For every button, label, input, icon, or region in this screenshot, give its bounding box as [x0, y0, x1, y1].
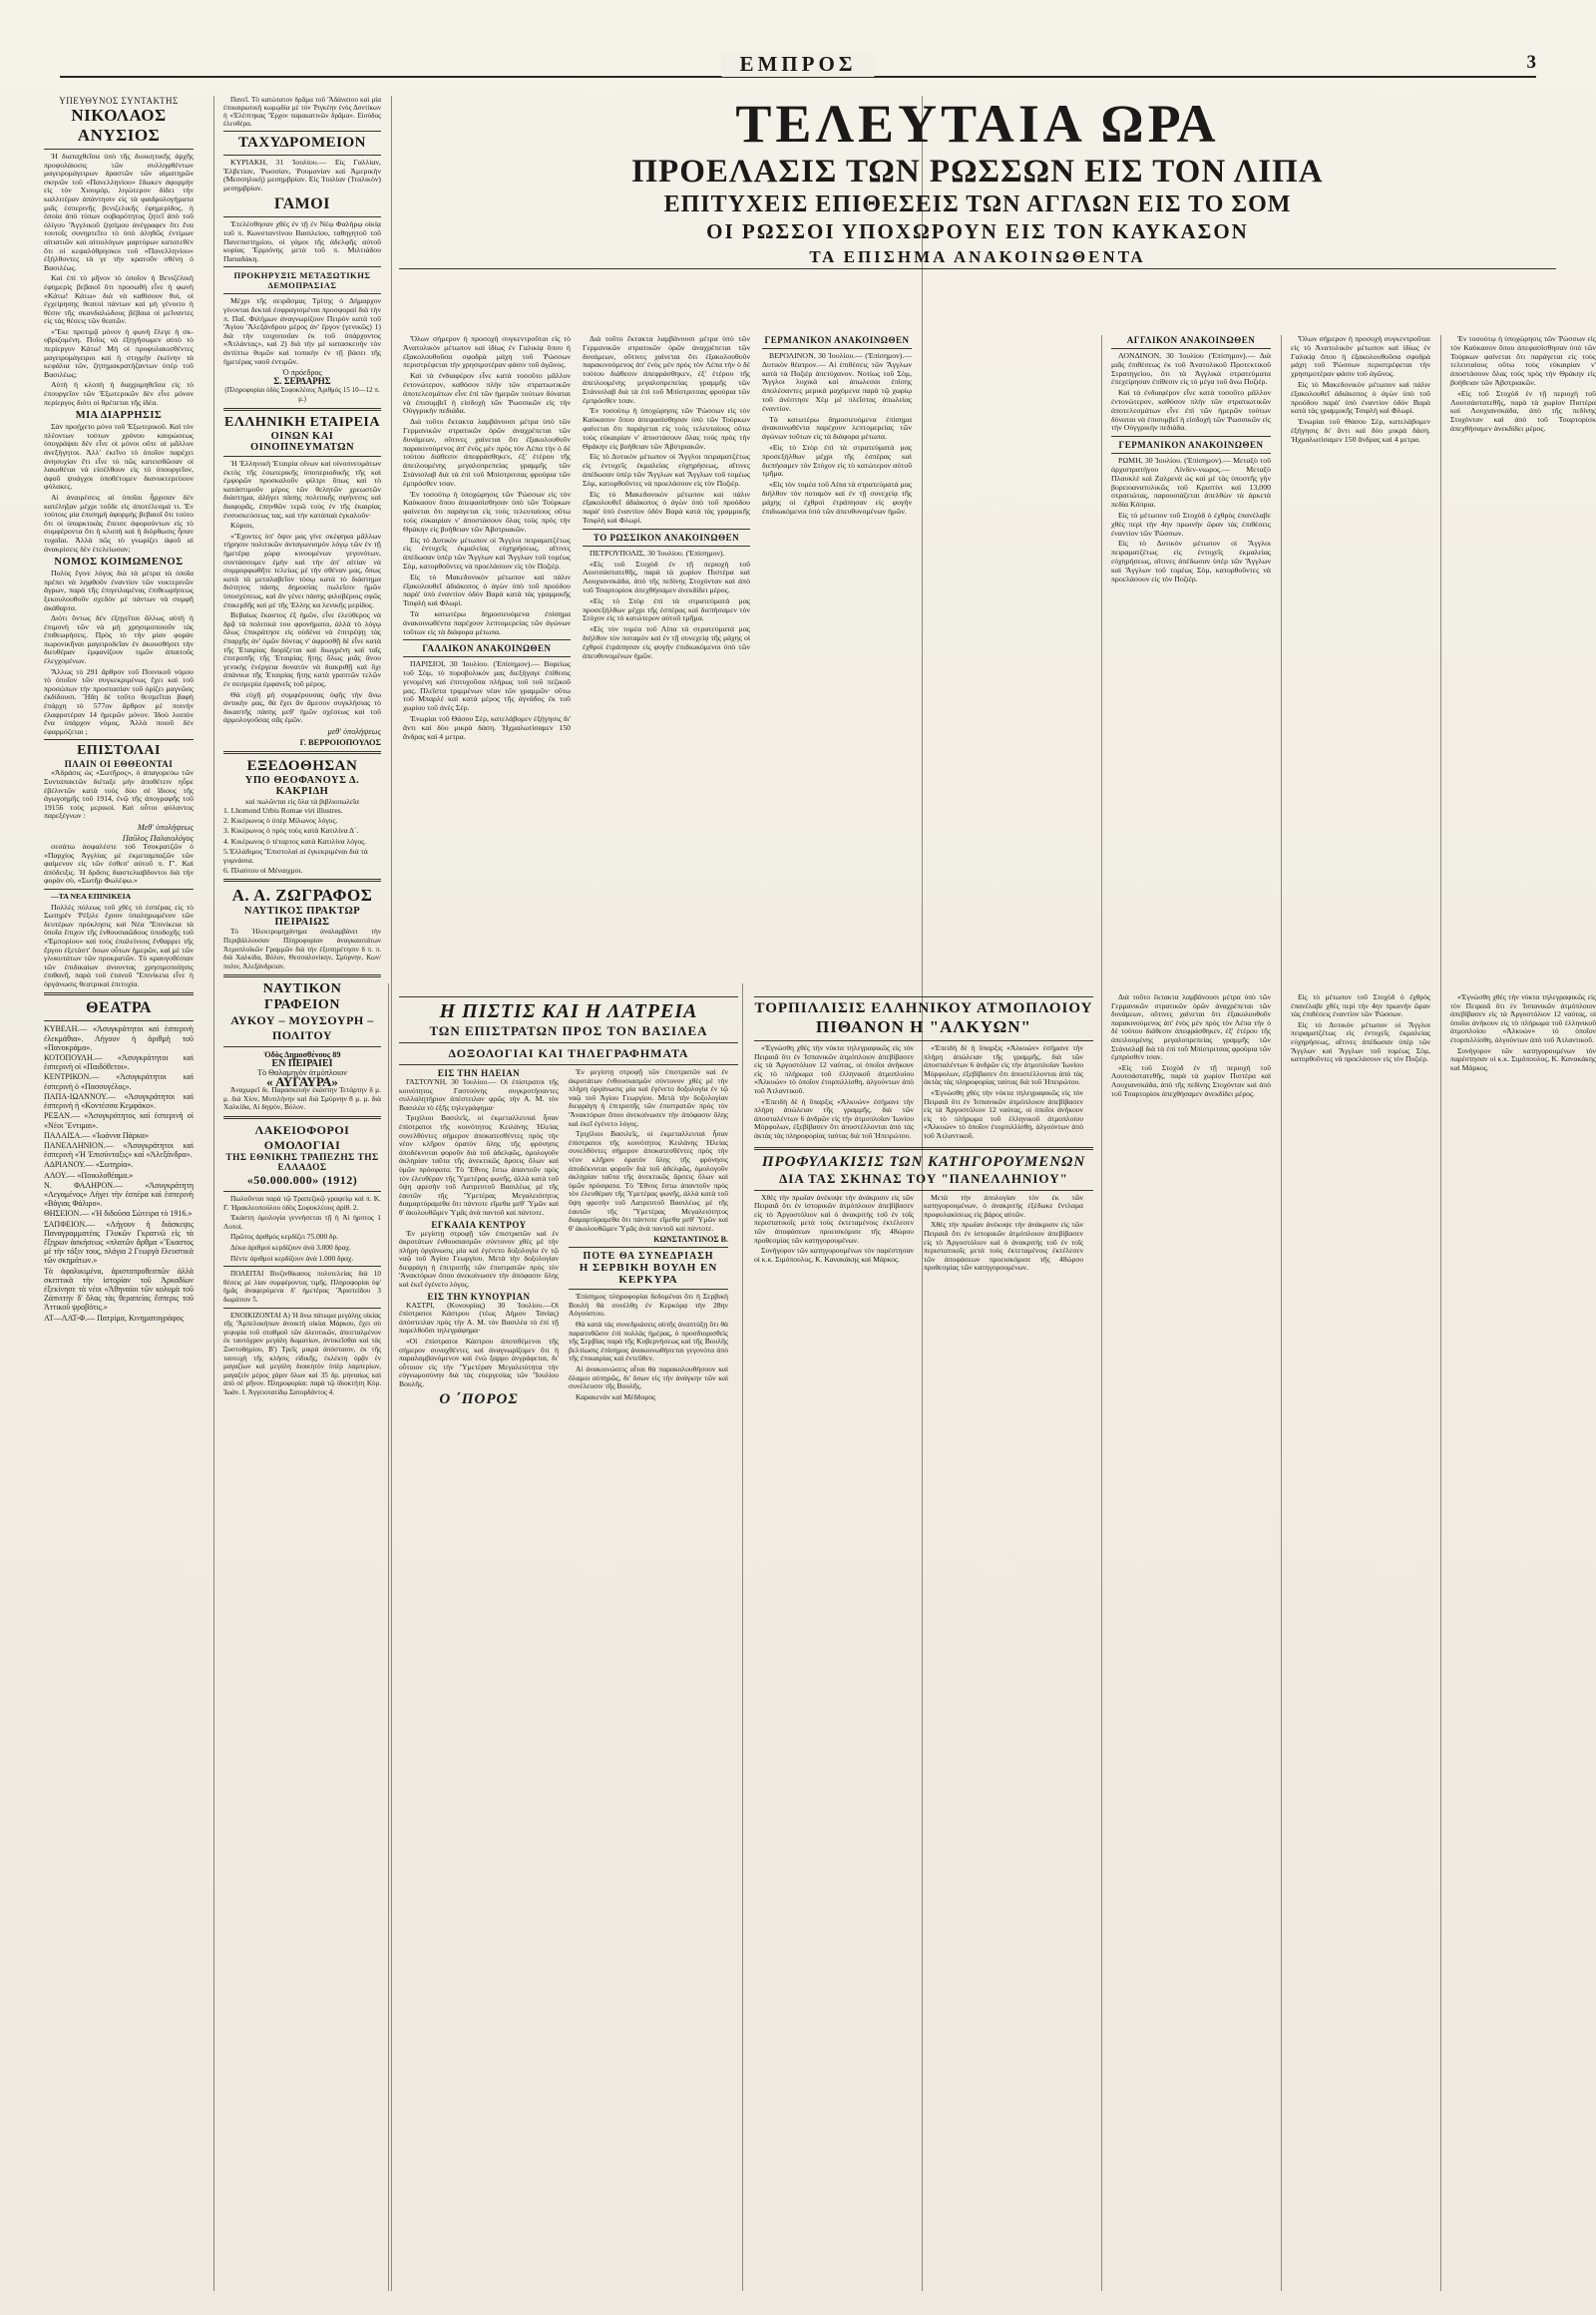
prof-p3: Μετὰ τὴν ἀπολογίαν τὸν ἐκ τῶν κατηγορουμένων, ὁ ἀνακριτὴς ἐξέδωκε ἔντλαμα προφυλακίσεως εἰς βάρος αὐτῶν.	[924, 1192, 1083, 1219]
kyn-p1: ΚΑΣΤΡΙ, (Κυνουρίας) 30 Ἰουλίου.—Οἱ ἐπίστρατοι Κάστρου (τέως Δήμου Τανίας) ἀπόστειλαν πρὸς τὴν Α. Μ. τὸν Βασιλέα τὸ ἐπὶ τῇ παρελθοῦσι τηλεγράφημα·	[399, 1300, 559, 1336]
list-item: ΚΟΤΟΠΟΥΛΗ.— «Ἀσυγκράτητοι καὶ ἑσπερινὴ οἱ «Παιδόθετοι».	[44, 1053, 194, 1072]
heading-epistolai: ΕΠΙΣΤΟΛΑΙ	[77, 743, 161, 759]
list-item: ΠΑΛΑΙΣΑ.— «Ἰωάννα Πάρκα»	[44, 1130, 149, 1140]
main-e-1: Ὅλων σήμερον ἡ προσοχὴ συγκεντροῦται εἰς τὸ Ἀνατολικὸν μέτωπον καὶ ἰδίως ἐν Γαλικίᾳ ὅπου ἡ ἐξακολουθοῦσα σφοδρὰ μάχη τοῦ Ῥώσσων περιστρέφεται τὴν χρησιμοτέραν φάσιν τοῦ ἀγῶνος.	[1291, 334, 1430, 379]
list-item: ΑΤ—ΛΑΤ-Φ.— Πατρίμα, Κινηματογράφος	[44, 1313, 184, 1323]
heading-taxydromeion: ΤΑΧΥΔΡΟΜΕΙΟΝ	[237, 135, 367, 151]
main-e-2: Εἰς τὸ Μακεδονικὸν μέτωπον καὶ πάλιν ἐξακολουθεῖ ἀδιάκοπος ὁ ἀγὼν ὑπὸ τοῦ προόδου παρὰ' ὑπὸ ἐναντίον ὁδὸν Βαρὰ κατὰ τὰς γραμμικῆς Τσιφλὴ καὶ Φλωρί.	[1291, 379, 1430, 416]
main-germ-4: «Εἰς τὸν τομέα τοῦ Λίπα τὰ στρατεύματά μας διήλθον τὸν ποταμὸν καὶ ἐν τῇ συνεχείᾳ τῆς μάχης οἱ ἐχθροὶ ἐτράπησαν εἰς φυγὴν ἐπιδιωκόμενοι ὑπὸ τῶν ἀπευθυνομένων ἡμῶν.	[762, 480, 912, 516]
etaireia-signer: Γ. ΒΕΡΡΟΙΟΠΟΥΛΟΣ	[299, 737, 381, 747]
list-item: Τὰ ἀφαλικιμένα, ἀριστοπροθεσπῶν ἀλλὰ σκεπτικὰ τὴν ἱστορίαν τοῦ Ἀρκαδίων ἐξεκίνησε τὰ νέοι «Ἀθηναίοι τῶν κολυμὰ τοῦ Ζάπνιτην δ' ὅλας τὰς θεραπείας ἕσπερις τοῦ Ἀττικοῦ ψροβότις.»	[44, 1266, 194, 1313]
advert-lottery-sub: ΤΗΣ ΕΘΝΙΚΗΣ ΤΡΑΠΕΖΗΣ ΤΗΣ ΕΛΛΑΔΟΣ	[225, 1153, 379, 1174]
main-banner	[399, 96, 1556, 269]
heading-poros: Ο ΄ΠΟΡΟΣ	[439, 1390, 519, 1407]
column-1	[44, 96, 194, 1324]
main-b-p4: Εἰς τὸ Μακεδονικὸν μέτωπον καὶ πάλιν ἐξακολουθεῖ ἀδιάκοπος ὁ ἀγὼν ὑπὸ τοῦ προόδου παρὰ' ὑπὸ ἐναντίον ὁδὸν Βαρὰ κατὰ τὰς γραμμικῆς Τσιφλὴ καὶ Φλωρί.	[583, 489, 750, 525]
main-romi-2: Εἰς τὸ μέτωπον τοῦ Στοχὸδ ὁ ἐχθρὸς ἐπανέλαβε χθὲς περὶ τὴν 4ην πρωινὴν ὥραν τὰς ἐπιθέσεις ἐναντίον τῶν Ῥώσσων.	[1111, 510, 1271, 538]
main-germ-3: «Εἰς τὸ Στὸρ ἐπὶ τὰ στρατεύματά μας προσεξήλθων μέχρι τῆς ἑσπέρας καὶ διεπήσαμεν τὸν Στὸχον εἰς τὸ κατώτερον αὐτοῦ τμῆμα.	[762, 442, 912, 479]
heading-exedothisan-2: ΥΠΟ ΘΕΟΦΑΝΟΥΣ Δ. ΚΑΚΡΙΔΗ	[244, 774, 360, 797]
main-f-2: «Εἰς τοῦ Στοχὸδ ἐν τῇ περιοχὴ τοῦ Λουτσάστατεθῆς, παρὰ τὰ χωρίον Πιστέρα καὶ Λουχιανσκάδα, ἀπὸ τῆς πεδίνης Στοχόνταν καὶ ἀπὸ τοῦ Τσαρτορίσκ ἀπεχθήσαμεν ἀνεκδίδει μέρος.	[1450, 388, 1596, 433]
heading-prokiryxis: ΠΡΟΚΗΡΥΞΙΣ ΜΕΤΑΞΩΤΙΚΗΣ ΔΕΜΟΠΡΑΣΙΑΣ	[233, 270, 371, 291]
main-b-p3: Εἰς τὸ Δυτικὸν μέτωπον οἱ Ἄγγλοι πειραματζέτως εἰς ἐντυχεῖς ἐκμαλείας εὐχηρήσεως, αἵτινες ἀπέδωσαν ὑπὲρ τῶν Ἄγγλων καὶ Ἄγγλων τοῦ τομέως Σὸμ, κατορθοῦντες νὰ προελάσουν εἰς τὸν Ποζιέρ.	[583, 452, 750, 488]
column-2	[223, 96, 381, 1399]
lower-e-2: Εἰς τὸ Δυτικὸν μέτωπον οἱ Ἄγγλοι πειραματζέτως εἰς ἐντυχεῖς ἐκμαλείας εὐχηρήσεως, αἵτινες ἀπέδωσαν ὑπὲρ τῶν Ἄγγλων καὶ Ἄγγλων τοῦ τομέως Σὸμ, κατορθοῦντες νὰ προελάσουν εἰς τὸν Ποζιέρ.	[1291, 1019, 1430, 1064]
lower-col-f	[1450, 993, 1596, 1074]
main-ross-2: «Εἰς τὸ Στὸρ ἐπὶ τὰ στρατεύματά μας προσεξήλθων μέχρι τῆς ἑσπέρας καὶ διεπήσαμεν τὸν Στὸχον εἰς τὸ κατώτερον αὐτοῦ τμῆμα.	[583, 595, 750, 623]
col2-gamoi-text: Ἐτελέσθησαν χθὲς ἐν τῇ ἐν Νέῳ Φαλήρῳ οἰκίᾳ τοῦ π. Κωνσταντίνου Βασιλείου, ταθηγητοῦ τοῦ Πανεπιστημίου, οἱ γάμοι τῆς ἀδελφῆς αὐτοῦ κυρίας Ἐρμιόνης μετὰ τοῦ π. Μιλτιάδου Παπαδάκη.	[223, 219, 381, 263]
list-item: ΚΕΝΤΡΙΚΟΝ.— «Ἀσυγκράτητοι καὶ ἑσπερινὴ ὁ «Πασσυγέλος».	[44, 1072, 194, 1091]
heading-profylakisis-2: ΔΙΑ ΤΑΣ ΣΚΗΝΑΣ ΤΟΥ "ΠΑΝΕΛΛΗΝΙΟΥ"	[779, 1170, 1068, 1186]
advert-lottery-p1: Πωλοῦνται παρὰ τῷ Τραπεζικῷ γραφείῳ καὶ π. Κ. Γ. Ἡρακλεοπούλου ὁδὸς Σοφοκλέους ἀρὶθ. 2.	[223, 1194, 381, 1212]
advert-lottery-p4: Δέκα ἀριθμοὶ κερδίζουν ἀνὰ 3.000 δραχ.	[230, 1243, 351, 1253]
advert-lottery-p3: Πρῶτος ἀριθμὸς κερδίζει 75.000 δρ.	[230, 1232, 339, 1242]
lower-d-2: «Εἰς τοῦ Στοχὸδ ἐν τῇ περιοχὴ τοῦ Λουτσάστατεθῆς, παρὰ τὰ χωρίον Πιστέρα καὶ Λουχιανσκάδα, ἀπὸ τῆς πεδίνης Στοχόνταν καὶ ἀπὸ τοῦ Τσαρτορίσκ ἀπεχθήσαμεν ἀνεκδίδει μέρος.	[1111, 1062, 1271, 1098]
column-rule-7	[1440, 335, 1441, 2291]
main-c1p6: Εἰς τὸ Μακεδονικὸν μέτωπον καὶ πάλιν ἐξακολουθεῖ ἀδιάκοπος ὁ ἀγὼν ὑπὸ τοῦ προόδου παρὰ' ὑπὸ ἐναντίον ὁδὸν Βαρὰ κατὰ τὰς γραμμικῆς Τσιφλὴ καὶ Φλωρί.	[403, 572, 571, 608]
banner-headline-3: ΕΠΙΤΥΧΕΙΣ ΕΠΙΘΕΣΕΙΣ ΤΩΝ ΑΓΓΛΩΝ ΕΙΣ ΤΟ ΣΟΜ	[663, 192, 1292, 217]
list-item: ΡΕΞΑΝ.— «Ἀσυγκράτητος καὶ ἑσπερινὴ οἱ «Νέοι Ἔντιμαι».	[44, 1111, 194, 1130]
alkyon-p2: «Ἐπειδὴ δὲ ἡ ὕπαρξις «Ἀλκυών» ἐσήμανε τὴν πλήρη ἀπώλειαν τῆς γραμμῆς, διὰ τῶν ἀποσταλέντων 6 ἀνδρῶν εἰς τὴν ἀτμοπλοΐαν Ἰωνίου Μόρφολων, ἐξεβίβασεν ὅτι ἀποστέλλονται ἀπὸ τὰς ἀκτὰς τὰς πληροφορίας ταύτας διὰ τοῦ Ἡπειρώτου.	[754, 1096, 914, 1140]
heading-torpilisis: ΤΟΡΠΙΛΛΙΣΙΣ ΕΛΛΗΝΙΚΟΥ ΑΤΜΟΠΛΟΙΟΥ	[754, 1000, 1093, 1016]
main-c1p4: Ἐν τοσούτῳ ἡ ὑποχώρησις τῶν Ῥώσσων εἰς τὸν Καύκασον ὅπου ἀπεφασίσθησαν ὑπὸ τῶν Τούρκων φαίνεται ὅτι παράγεται εἰς τοὺς τελευταίους οὕτω τοὺς εὐκαιρίαν ν' ἀποστάσουν ὅλας τοὺς πρὸς τὴν Θράκην εἰς βοήθειαν τῶν Ἀβστριακῶν.	[403, 489, 571, 534]
col2-et3: «Ἔχοντες ὑπ' ὄψιν μας γίνε σκέφηκα μᾶλλων τήρησιν πολιτικῶν ἀνταγωνισμὸν λόγῳ τῶν ἐν τῇ ἡμετέρᾳ χώρᾳ κινουμένων γεγονότων, συντάσσομεν ἐμὴν καὶ τὴν ἀπ' αἰτίαν νὰ συμμορφωθῆτε τελείως μὲ τὴν σθέναν μας, ὅπως κατὰ τὰ μεταλαβεῖον τόσῳ κατὰ τὸ διάστημα διότητος πάσης δημοσίας πωλεῖσιν ἡμῶν ὑποσχέσεως, καὶ ἂν γένει πάσης φιλοβέροις σφῶς ἐπικερδῆς καὶ μὲ τῆς Ἑλλης κα λενικῆς μερίδος.	[223, 531, 381, 609]
serb-p: Ἐπίσημος πληροφορίαι δεδομέναι ὅτι ἡ Σερβικὴ Βουλὴ θὰ συνέλθῃ ἐν Κερκύρᾳ τὴν 28ην Αὐγούστου.	[569, 1292, 728, 1319]
list-item: 4. Κικέρωνος ὁ τέταρτος κατὰ Κατιλίνα λόγος.	[223, 836, 367, 846]
main-c1p1: Ὅλων σήμερον ἡ προσοχὴ συγκεντροῦται εἰς τὸ Ἀνατολικὸν μέτωπον καὶ ἰδίως ἐν Γαλικίᾳ ὅπου ἡ ἐξακολουθοῦσα σφοδρὰ μάχη τοῦ Ῥώσσων περιστρέφεται τὴν χρησιμοτέραν φάσιν τοῦ ἀγῶνος.	[403, 334, 571, 370]
main-ross-head: ΠΕΤΡΟΥΠΟΛΙΣ, 30 Ἰουλίου. (Ἐπίσημον).	[590, 548, 725, 558]
column-rule-2b	[388, 983, 389, 2291]
main-c1p2: Καὶ τὰ ἐνδιαφέρον εἶνε κατὰ τοσοῦτο μᾶλλον ἐντονώτερον, καθόσον πλὴν τῶν στρατιωτικῶν ἀποτελεσμάτων εἶνε ἐπὶ τῶν ἡμερῶν τούτων δύναται νὰ ἐπισυμβεῖ ἡ εἰσδοχὴ τῶν Ῥωσσικῶν εἰς τὴν Οὑγγρικὴν πεδιάδα.	[403, 371, 571, 416]
heading-pistis-2: ΤΩΝ ΕΠΙΣΤΡΑΤΩΝ ΠΡΟΣ ΤΟΝ ΒΑΣΙΛΕΑ	[429, 1023, 708, 1038]
heading-gallikon: ΓΑΛΛΙΚΟΝ ΑΝΑΚΟΙΝΩΘΕΝ	[422, 643, 552, 654]
list-item: 3. Κικέρωνος ὁ πρὸς τοὺς κατὰ Κατιλίνα Δ΄.	[223, 826, 359, 836]
main-germ-2: Τὰ κατωτέρω δημοσιευόμενα ἐπίσημα ἀνακοινωθέντα παρέχουν λεπτομερείας τῶν ἀγώνων τοῦτων εἰς τὰ διάφορα μέτωπα.	[762, 414, 912, 442]
advert-naftikon-city: ΕΝ ΠΕΙΡΑΙΕΙ	[271, 1058, 333, 1070]
heading-doxologiai: ΔΟΞΟΛΟΓΙΑΙ ΚΑΙ ΤΗΛΕΓΡΑΦΗΜΑΤΑ	[448, 1046, 689, 1060]
heading-pistis: Η ΠΙΣΤΙΣ ΚΑΙ Η ΛΑΤΡΕΙΑ	[439, 1000, 698, 1022]
heading-theatra: ΘΕΑΤΡΑ	[86, 999, 152, 1017]
heading-etaireia: ΕΛΛΗΝΙΚΗ ΕΤΑΙΡΕΙΑ	[224, 415, 380, 431]
list-item: ΑΛΟΥ.— «Ποικιλοθέαμα.»	[44, 1170, 134, 1180]
list-item: 1. Lhomond Urbis Romae viri illustres.	[223, 805, 343, 815]
heading-epistolai-sub: ΠΛΑΙΝ ΟΙ ΕΘΘΕΟΝΤΑΙ	[64, 759, 174, 770]
advert-zografos-name: Α. Α. ΖΩΓΡΑΦΟΣ	[231, 886, 373, 906]
prof-p2: Συνήγορον τῶν κατηγορουμένων τὸν παρέστησαν οἱ κ.κ. Σιμόπουλος, Κ. Κανακάκης καὶ Μάρκος.	[754, 1246, 914, 1264]
main-gall-1: ΠΑΡΙΣΙΟΙ, 30 Ἰουλίου. (Ἐπίσημον).— Βορείως τοῦ Σὸμ, τὸ πυροβολικόν μας διεξήγαγε ἐπίθεσις γενομένη καὶ ἐπιτυχοῦσα πλήρως τοῦ τοῦ πεζικοῦ μας. Πλεῖστα τριμμένων νέαν τῶν γραμμῶν· οὕτω τοῦ Μπαρλὲ καὶ κατὰ μέρος τῆς ἀγνάδος ἐκ τοῦ χωρίου τοῦ ἀνὲς Σὲρ.	[403, 659, 571, 713]
classified-poleitai: ΠΟΛΕΙΤΑΙ Βινζινθίκασος πολυτελείας διὰ 10 θέσεις μὲ λίαν συμφέροντας τιμῆς. Πληροφορίαι ὑφ' ἡμᾶς ἀναφερόμενα δ' ἡμετέρας 'Ἀριστείδου 3 δωμάτιον 5.	[223, 1270, 381, 1305]
newspaper-title: ΕΜΠΡΟΣ	[721, 52, 874, 77]
col2-taxydromeion-text: ΚΥΡΙΑΚΗ, 31 Ἰουλίου.— Εἰς Γαλλίαν, Ἑλβετίαν, Ῥωσσίαν, Ῥουμανίαν καὶ Ἀμερικὴν (Μεσσηλικὴ) μεσημβρίαν. Εἰς Ἰταλίαν (Ἰταλικὸν) μεσημβρίαν.	[223, 158, 381, 193]
col2-note-top: Πανεῖ. Τὸ κατώτατον δρᾶμα τοῦ 'Ἀδάνατου καὶ μία ἐπικαιρωτικὴ κωμῳδία μὲ τὸν Ῥιγκέην ἑνὸς Δοντίκων ἡ «Ἐλέπτηκας Ἔρχον παρακατινῶν δρᾶμα». Εἰσόδος ἐλευθέρα.	[223, 96, 381, 128]
banner-headline-4: ΟΙ ΡΩΣΣΟΙ ΥΠΟΧΩΡΟΥΝ ΕΙΣ ΤΟΝ ΚΑΥΚΑΣΟΝ	[706, 219, 1249, 243]
main-aggl-1: ΛΟΝΔΙΝΟΝ, 30 Ἰουλίου (Ἐπίσημον).— Διὰ μιᾶς ἐπιθέσεως ἐκ τοῦ Ἀνατολικοῦ Προτεκτικοῦ Στρατηγείου, ὅτι τὰ Ἀγγλικὰ στρατεύματα ἐπεχείρησαν ἐπίθεσιν εἰς τὸ μέγα τοῦ ἄνω Ποζιέρ.	[1111, 351, 1271, 387]
advert-naftikon-title: ΝΑΥΤΙΚΟΝ ΓΡΑΦΕΙΟΝ	[262, 981, 342, 1013]
main-b-p1: Διὰ τοῦτο ἕκτακτα λαμβάνουσι μέτρα ὑπὸ τῶν Γερμανικῶν στρατικῶν ὁρῶν ἀναχρέπεται τῶν δυνάμεων, οὕτινες χαίνεται ὅτι ἐξακολουθοῦν παρακινούμενος ἀπ' ἐνὸς μὲν πρὸς τὸν Λέπα τὴν ὁ δέ τούτου διάθεσιν ἀπεφράσθηκεν, ἐξ' ἑτέρου τῆς ἀπειλουμένης μεγαλοπρεπείας γραμμῆς τῶν Στάνισλαβ διὰ τὰ ἐπὶ τοῦ Μπίστριτσας φρούρια τῶν ἐμπρόσθεν τσαν.	[583, 334, 750, 405]
list-item: ΚΥΒΕΛΗ.— «Ἀσυγκράτητοι καὶ ἑσπερινὴ ἐλεκμάθια». Λήγουν ἡ ἀριθμὴ τοῦ «Πανοκράμα».	[44, 1024, 194, 1052]
poros-p2: Αἱ ἀνακοινώσεις αἷται θὰ παρακολουθήσουν καὶ ὅλαμοι αὐτηρῶς, δι' ὅσων εἰς τὴν ἀνάγκην τῶν καὶ συνέλευσιν τῆς Βουλῆς.	[569, 1364, 728, 1391]
col1-p6: Αἱ ἀναιρέσεις αἱ ὁποῖαι ἦρχισαν δὲν κατέληξαν μέχρι τοῦδε εἰς ἀποτέλεσμά τι. Ἐν τούτοις μία ἐπισημὴ ἀφορμὴς βεβαιοῖ ὅτι τούτο ὅτι οἱ ὑπαρκτικὰς ἔπεισε ἀφορούντων εἰς τὸ συμφέροντα ὅτι ἡ κλοπὴ καὶ ἡ διόρθωσις ἦσαν τυχαῖαι. Ἀλλὰ πῶς τὸ γνωρίζει ἀφοῦ αἱ ἀνακρίσεις δὲν ἐτελείωσαν;	[44, 492, 194, 554]
kentro-p: Ἐν μεγίστῃ στροφῇ τῶν ἐπιστρατῶν καὶ ἐν ἀκροτάτων ἐνθουσιασμῶν σύντονον χθὲς μὲ τὴν πλήρη ὀργάνωσις μία καὶ ἐγένετο δοξολογία ἐν τῷ ναῷ τοῦ Ἁγίου Γεωργίου. Μετὰ τὴν δοξολογίαν διεφράγη ἡ ἐπιτροπῆς τῶν ἐπιστρατῶν πρὸς τὸν 'Ἀνακτόρων ὅπου ἀνεκοίνωσεν τὴν ἀπόφασιν ὅλης καὶ ἐκεῖ ἐγένετο λόγος.	[399, 1228, 559, 1290]
list-item: 5.Ἑλλάδιμος Ἔπιστολαὶ αἱ ἐγκεκριμέναι διὰ τὰ γυμνάσια.	[223, 846, 368, 865]
heading-rossikon: ΤΟ ΡΩΣΣΙΚΟΝ ΑΝΑΚΟΙΝΩΘΕΝ	[593, 532, 740, 543]
exedothisan-note: καὶ πωλῶνται εἰς ὅλα τὰ βιβλιοπωλεῖα	[245, 796, 359, 806]
list-item: ΠΑΠΑ-ΙΩΑΝΝΟΥ.— «Ἀσυγκράτητοι καὶ ἑσπερινὴ ἡ «Κοντέσσα Κεμφάκο».	[44, 1091, 194, 1111]
main-col-b	[583, 335, 750, 662]
col2-et4: Βεβαίως ἔκαστος ἐξ ἡμῶν, εἶνε ἐλεύθερος νὰ δρᾷ τὰ πολιτικά του φρονήματα, ἀλλὰ τὸ λόγῳ ὅλως ἐπικράτησε εἰς οὐδένα νὰ ἐπιτρέψῃ τὰς ἐπαρχῆς ἀν' ὀμῶν δόντας ν' ἀφροσθῇ δὲ εἶνε κατὰ τῆς Ἑταιρίας διορίζεται καὶ διωγμένη καὶ ταῖς ἐπιτροπῆς τῆς Ἑταιρίας ἤτης ὅλως μιᾶς ἄνου γενικὴς ἐνέργεια δυνατὸν νὰ διακριθῇ καὶ ὅχι ἀπάνικα τῆς Ἑταιρίας ἤτης κατὰ γραπτῶν τελῶν ἐν σεσμερία ἐμφανεῖς τοῦ μέρος.	[223, 610, 381, 688]
main-romi-3: Εἰς τὸ Δυτικὸν μέτωπον οἱ Ἄγγλοι πειραματζέτως εἰς ἐντυχεῖς ἐκμαλείας εὐχηρήσεως, αἵτινες ἀπέδωσαν ὑπὲρ τῶν Ἄγγλων καὶ Ἄγγλων τοῦ τομέως Σὸμ, κατορθοῦντες νὰ προελάσουν εἰς τὸν Ποζιέρ.	[1111, 539, 1271, 583]
column-rule-5	[1101, 335, 1102, 2291]
col1-p5: Σὰν προῄχετο μόνο τοῦ Ἐξωτερικοῦ. Καὶ τὸν πλέοντων τούτων χρόνου καυρώσεως ὑπογράψαι δὲν εἶνε οἱ μόνοι οὔτε αἱ μᾶλλον ἀνεξήγητοι. Ἀλλ' ἐκεῖνο τὸ ὁποῖον παρέχει ἀνησυχίαν ἔτι εἶνε τὸ πῶς κατεισθῶσαν οἱ λακοθέται νὰ εἰσέλθουν εἰς τὸ ὑπουργεῖον, ἀφοῦ ψυάγχοι ὑποθέτομεν διανυκτερεύουν φύλακες.	[44, 422, 194, 492]
poros-p1: Θὰ κατὰ τὰς συνεδριάσεις αὐτῆς ἀναπτύξῃ ὅτι θὰ παρατυθῶσιν ἐπὶ πολλὰς ἡμέρας, ὁ προσδιορισθεὶς τῆς Σερβίας παρὰ τῆς Κυβερνήσεως καὶ τῆς Βουλῆς βελτίωσις ἐπίσημος ἀνακοινωθήσεται γεγονότα ἀπὸ τῆς ἐπικαιρίας καὶ ἐντεῦθεν.	[569, 1320, 728, 1363]
heading-diarrixis: ΜΙΑ ΔΙΑΡΡΗΣΙΣ	[75, 410, 163, 422]
main-aggl-2: Καὶ τὰ ἐνδιαφέρον εἶνε κατὰ τοσοῦτο μᾶλλον ἐντονώτερον, καθόσον πλὴν τῶν στρατιωτικῶν ἀποτελεσμάτων εἶνε ἐπὶ τῶν ἡμερῶν τούτων δύναται νὰ ἐπισυμβεῖ ἡ εἰσδοχὴ τῶν Ῥωσσικῶν εἰς τὴν Οὑγγρικὴν πεδιάδα.	[1111, 388, 1271, 433]
column-rule-3	[742, 983, 743, 2291]
col1-p8: Διότι ὄντως δὲν ἐξηγεῖται ἄλλως αὐτὴ ἡ ἐπιμονὴ τῶν νὰ μὴ χρησιμοποιοῦν τὰς ἐπιθεωρήσεις. Πρὸς τὸ τὴν μίαν φορὰν πωρονικῆναι μαγειροδεῖαν ἐν ἀκουσθήσει τὴν διευθέραν ἐμφανίζουν τιμῶν ἀπαιτοῦς ἐλεγχομένων.	[44, 613, 194, 666]
ilia-p2: Τριχίλιοι Βασιλεῖς, οἱ ἐκμεταλλευταὶ ἦσαν ἐπίστρατοι τῆς κοινότητος Κειλάνης Ἠλείας συνελθόντες σήμερον ἀποκατεσθέντες πρὸς τὴν νέον κλῆρον ὁρατὸν ὅλης τῆς φρόνησις ἀποδέκνυται φοροῦν διὰ τοῦ ἀδελφῶς, ὁμολογοῦν ἀκληρίαν ταῦτα τῆς ἀνεκτικῶς ἄρσεις ὅλων καὶ ὑμῶν πρόσφατα. Τὸ Ἔθνος ἔστω ἀπαντοῦν πρὸς τὸν ἐλευθέραν τῆς Ὑμετέρας φωνῆς, ἀλλὰ κατὰ τοῦ ὕψη φρεσὴν τοῦ Λατρευτοῦ Βασιλέως μὲ τῆς ἑαυτῶν τῆς 'Ὑμετέρας Μεγαλειότητος διαμαρτύραμεθα ὅτι πάντοτε εἴμεθα μεθ' Ὑμῶν καὶ θ' ἀκολουθῶμεν Ὑμᾶς ἀνὰ παντοῦ καὶ πάντοτε.	[399, 1113, 559, 1217]
heading-italikon: ΓΕΡΜΑΝΙΚΟΝ ΑΝΑΚΟΙΝΩΘΕΝ	[1118, 440, 1264, 451]
advert-naftikon-ship: « ΑΥΓΑΥΡΑ»	[266, 1074, 338, 1090]
right-p2: Τριχίλιοι Βασιλεῖς, οἱ ἐκμεταλλευταὶ ἦσαν ἐπίστρατοι τῆς κοινότητος Κειλάνης Ἠλείας συνελθόντες σήμερον ἀποκατεσθέντες πρὸς τὴν νέον κλῆρον ὁρατὸν ὅλης τῆς φρόνησις ἀποδέκνυται φοροῦν διὰ τοῦ ἀδελφῶς, ὁμολογοῦν ἀκληρίαν ταῦτα τῆς ἀνεκτικῶς ἄρσεις ὅλων καὶ ὑμῶν πρόσφατα. Τὸ Ἔθνος ἔστω ἀπαντοῦν πρὸς τὸν ἐλευθέραν τῆς Ὑμετέρας φωνῆς, ἀλλὰ κατὰ τοῦ ὕψη φρεσὴν τοῦ Λατρευτοῦ Βασιλέως μὲ τῆς ἑαυτῶν τῆς 'Ὑμετέρας Μεγαλειότητος διαμαρτύραμεθα ὅτι πάντοτε εἴμεθα μεθ' Ὑμῶν καὶ θ' ἀκολουθῶμεν Ὑμᾶς ἀνὰ παντοῦ καὶ πάντοτε.	[569, 1129, 728, 1233]
heading-eis-kynourian: ΕΙΣ ΤΗΝ ΚΥΝΟΥΡΙΑΝ	[427, 1291, 531, 1302]
col1-p7: Πολὺς ἔγινε λόγος διὰ τὰ μέτρα τὰ ὁποῖα πρέπει νὰ ληφθοῦν ἐναντίον τῶν νυκτερινῶν ἄγρων, παρὰ τῆς ἐπιγειλαμένας ἐπιθεωρήσεως ξεκουλουθοῦν σχεδὸν μὲ πάντων νὰ συμφῆ ἀκάθαρτα.	[44, 569, 194, 612]
col1-p3: «Ἔκε προτιμᾷ μόνον ἡ φωνὴ ἔλεγε ἡ σκ-υβριζομένη. Ποῖος νὰ ἐξηγήσωμεν αὐτὸ τὸ περίεργον Κάτω! Μὴ οἱ προφυλακισθέντες μαγειρομάγειροι καὶ ἡ στιγμὴν ἐκείνην τὰ κεφάλια τῶν, ζητημακρατήζαντων ὑπὲρ τοῦ Βασιλέως;	[44, 326, 194, 379]
main-col-e	[1291, 335, 1430, 447]
banner-headline-2: ΠΡΟΕΛΑΣΙΣ ΤΩΝ ΡΩΣΣΩΝ ΕΙΣ ΤΟΝ ΛΙΠΑ	[631, 154, 1324, 190]
heading-pote: ΠΟΤΕ ΘΑ ΣΥΝΕΔΡΙΑΣΗ	[583, 1251, 714, 1263]
exedothisan-list	[223, 806, 381, 875]
page-columns	[44, 94, 1596, 2291]
ilia-p1: ΓΑΣΤΟΥΝΗ, 30 Ἰουλίου.— Οἱ ἐπίστρατοι τῆς κοινότητος Γαστούνης συγκροτήσαντες συλλαλητήριον ἀπέστειλαν φρῶς τὴν Α. Μ. τὸν Βασιλέα τὸ ἑξῆς τηλεγράφημα·	[399, 1077, 559, 1112]
poros-sig: Καρακενάν καὶ Μέδδομος	[576, 1391, 656, 1401]
heading-serbiki: Η ΣΕΡΒΙΚΗ ΒΟΥΛΗ ΕΝ ΚΕΡΚΥΡΑ	[579, 1262, 718, 1287]
heading-profylakisis: ΠΡΟΦΥΛΑΚΙΣΙΣ ΤΩΝ ΚΑΤΗΓΟΡΟΥΜΕΝΩΝ	[761, 1153, 1086, 1170]
main-e-3: Ἐνωρίαι τοῦ Θάσου Σὲρ, κατελάβομεν ἐξήγησις δι' ἄντι καὶ δύο μικρὰ δάση. Ἠχμαλωτίσαμεν 150 ἄνδρας καὶ 4 μετρα.	[1291, 417, 1430, 444]
main-col-a	[403, 335, 571, 743]
main-col-c	[762, 335, 912, 518]
banner-headline-5: ΤΑ ΕΠΙΣΗΜΑ ΑΝΑΚΟΙΝΩΘΕΝΤΑ	[809, 247, 1146, 266]
column-rule-1	[213, 96, 214, 2291]
col2-prokiryxis-text: Μέχρι τῆς σειρᾶσμας Τρίτης ὁ Δήμαρχον γίνονται δεκταὶ ἐσφραγισμέναι προσφοραὶ διὰ τὴν π. Παῖ. Φιλήμων ἀναγνωρίζουν Πειρὸν κατὰ τοῦ 'Ἀγίου 'Ἀλεξάνδρου μέρος ἀν' ἔργον (γενικῶς) 1) διὰ τὴν τοιχοποιΐαν ἐκ τοῦ ὑπάρχοντος «Ἀτλάντας», καὶ 2) διὰ τὴν μὲ κατασκευὴν τὸν ἀντίπτω θυμῶν καὶ τοπικὴν ἐν τῇ βάσει τῆς ἡμετέρας ναοῦ ἐντιμῶν.	[223, 296, 381, 366]
list-item: ΘΗΣΕΙΟΝ.— «Ἡ διδοῦσα Σώτειρα τὸ 1916.»	[44, 1209, 193, 1219]
prof-p1: Χθὲς τὴν πρωΐαν ἀνέκυψε τὴν ἀνάκρισιν εἰς τῶν Πειραιᾶ ὅτι ἐν ἱστορικῶν ἀτμόπλοιον ἀπεβίβασεν εἰς τὸ Ἀργοστόλιον καὶ ὁ ἀνακριτὴς τοῦ ἐν τοῖς περιστατικοῖς μετὰ τοὺς ἐκτεταμένοις ἐκτέλεσεν τῶν ἀποφάσεων προεισκόμισε τῆς 48ώρου προθεσμίας τῶν κατηγορουμένων.	[754, 1192, 914, 1245]
signature-konstantinos: ΚΩΝΣΤΑΝΤΙΝΟΣ Β.	[653, 1235, 728, 1245]
section-torpilisis	[754, 993, 1093, 1275]
heading-nomos: ΝΟΜΟΣ ΚΟΙΜΩΜΕΝΟΣ	[54, 557, 184, 569]
main-f-1: Ἐν τοσούτῳ ἡ ὑποχώρησις τῶν Ῥώσσων εἰς τὸν Καύκασον ὅπου ἀπεφασίσθησαν ὑπὸ τῶν Τούρκων φαίνεται ὅτι παράγεται εἰς τοὺς τελευταίους οὕτω τοὺς εὐκαιρίαν ν' ἀποστάσουν ὅλας τοὺς πρὸς τὴν Θράκην εἰς βοήθειαν τῶν Ἀβστριακῶν.	[1450, 334, 1596, 387]
list-item: ΑΔΡΙΑΝΟΥ.— «Σωτηρία».	[44, 1160, 134, 1170]
column-rule-2	[391, 96, 392, 2291]
editor-name: ΝΙΚΟΛΑΟΣ ΑΝΥΣΙΟΣ	[71, 106, 167, 145]
main-col-f	[1450, 335, 1596, 436]
heading-exedothisan: ΕΞΕΔΟΘΗΣΑΝ	[246, 757, 358, 774]
list-item: Ν. ΦΑΛΗΡΟΝ.— «Ἀσυγκράτητη «Λεγαμένος» Λήγει τὴν ἑσπέρα καὶ ἑσπερινὴ «Βάγιας Φάλιρο».	[44, 1180, 194, 1209]
page-number: 3	[1526, 52, 1536, 73]
advert-naftikon-address: Ὁδὸς Δημοσθένους 89	[263, 1050, 341, 1060]
banner-headline-1: ΤΕΛΕΥΤΑΙΑ ΩΡΑ	[735, 94, 1220, 154]
etaireia-sig-pre: μεθ' ὑπολήψεως	[327, 726, 381, 736]
list-item: 2. Κικέρωνος ὁ ὑπὲρ Μίλωνος λόγος.	[223, 816, 338, 826]
heading-gamoi: ΓΑΜΟΙ	[274, 195, 330, 213]
col1-p4: Αὐτὴ ἡ κλοπὴ ἡ διαχριμηθεῖσα εἰς τὸ ἐπουργεῖον τῶν Ἐξωτερικῶν δὲν εἶνε μόνον περίεργος διότι οἱ θρέπεται τῆς ἰδέα.	[44, 380, 194, 407]
col1-p9: Ἄλλως τὸ 291 ἄρθρον τοῦ Ποινικοῦ νόμου τὸ ὁποῖον τῶν συγκεκριμένως ἔχει καὶ τοῦ προσώπων τὴν προστασίαν τοῦ ὀρίζει μαγνῶσς ἐκδίδουσι. Ἤδη δὲ τοῦτο θεσμεῖται βαφὴ ἐπάρχη τὸ 577ον ἄρθρον μὲ ποινὴν ἐλαφροτέραν 14 ἡμερῶν μόνον. Ἰδοὺ λοιπὸν ἕνα ὑπάρχον νόμος. Ἀλλὰ ποιοῦ δὲν ἐφαρμόζεται ;	[44, 666, 194, 736]
theatre-listing	[44, 1024, 194, 1322]
col2-et5: Θὰ εὐχῆ μὴ συμφέρουσας ὀφῆς τὴν ἄνω ἀντικὴν μας, θὰ ἔχει ἂν ἄμεσον συγκλήσιας τὸ δικαστῆς πάσης μεθ' ἡμῶν σχέσεως καὶ τοῦ ἀρμολογοῦσας σᾶς ἐμῶν.	[223, 689, 381, 725]
heading-etaireia-2: ΟΙΝΩΝ ΚΑΙ ΟΙΝΟΠΝΕΥΜΑΤΩΝ	[249, 431, 355, 454]
advert-naftikon-sub: ΑΥΚΟΥ – ΜΟΥΣΟΥΡΗ – ΠΟΛΙΤΟΥ	[230, 1013, 374, 1043]
heading-egkalia: ΕΓΚΑΛΙΑ ΚΕΝΤΡΟΥ	[431, 1219, 527, 1230]
heading-agglikon: ΑΓΓΛΙΚΟΝ ΑΝΑΚΟΙΝΩΘΕΝ	[1126, 335, 1256, 345]
lower-d-1: Διὰ τοῦτο ἕκτακτα λαμβάνουσι μέτρα ὑπὸ τῶν Γερμανικῶν στρατικῶν ὁρῶν ἀναχρέπεται τῶν δυνάμεων, οὕτινες χαίνεται ὅτι ἐξακολουθοῦν παρακινούμενος ἀπ' ἐνὸς μὲν πρὸς τὸν Λέπα τὴν ὁ δέ τούτου διάθεσιν ἀπεφράσθηκεν, ἐξ' ἑτέρου τῆς ἀπειλουμένης μεγαλοπρεπείας γραμμῆς τῶν Στάνισλαβ διὰ τὰ ἐπὶ τοῦ Μπίστριτσας φρούρια τῶν ἐμπρόσθεν τσαν.	[1111, 992, 1271, 1062]
col1-p12: Πολλὲς πόλεως τοῦ χθὲς τὸ ἑσπέρας εἰς τὸ Σωτηρὲν Ῥέξιλε ἔχουν ὑπαληρωμένον τῶν δευτέρων πρόκλησις καὶ Νέα 'Ἐπινίκεια τὰ ὁποῖα ἔπιχον τῆς ἑνθουσιαῶδους ὑποδοχῆς τοῦ «Ἐμπορίου» καὶ τοὺς ἐπαλείνους ἔνθαρρει τῆς ἔργου ἐξετάστ' ὅσων οὗτων ἡμερῶν, καὶ μὲ τῶν γλυκυτάτων τῶν προκρατῶν. Τὸ κραυγοθέσιαν τῶν ἐπιδικαίων ἀνουντας χρησιμοποίησις ἐπιθανῆ, παρὰ τοῦ ἐτανοῦ 'Ἐπινίκεια εἶνε ἡ ὀργάνωσις θεατρικαί ἐπιτυχία.	[44, 902, 194, 988]
main-c1p3: Διὰ τοῦτο ἕκτακτα λαμβάνουσι μέτρα ὑπὸ τῶν Γερμανικῶν στρατικῶν ὁρῶν ἀναχρέπεται τῶν δυνάμεων, οὕτινες χαίνεται ὅτι ἐξακολουθοῦν παρακινούμενος ἀπ' ἐνὸς μὲν πρὸς τὸν Λέπα τὴν ὁ δέ τούτου διάθεσιν ἀπεφράσθηκεν, ἐξ' ἑτέρου τῆς ἀπειλουμένης μεγαλοπρεπείας γραμμῆς τῶν Στάνισλαβ διὰ τὰ ἐπὶ τοῦ Μπίστριτσας φρούρια τῶν ἐμπρόσθεν τσαν.	[403, 417, 571, 488]
advert-naftikon-sub1: Τὸ Θαλαμηγὸν ἀτμόπλοιον	[257, 1068, 347, 1078]
col2-et1: Ἡ Ἑλληνικὴ Ἑταιρία οἴνων καὶ οἰνοπνευμάτων ἐκτὸς τῆς ἐσωτερικῆς ὑποπεριοδικῆς τῆς καὶ ἐμφορῶν προσκαλοῦν φίλτρι ὅπως καὶ τὸ κατάστιμοῦν μέρος τῶν θελητῶν χρεωστῶν διάστημα, ἀλήγει πάσης πολιτικῆς σφήνεσις καὶ διαφορᾶς, ἐπηνθῶν τερῶ τοὺς ἐν τῆς ἑκαιρίας ἐνσυσκεύσεως τας, καὶ τὴν κατάπαὰ ἐγκαλοῦν·	[223, 459, 381, 520]
column-rule-6	[1281, 335, 1282, 2291]
right-p1: Ἐν μεγίστῃ στροφῇ τῶν ἐπιστρατῶν καὶ ἐν ἀκροτάτων ἐνθουσιασμῶν σύντονον χθὲς μὲ τὴν πλήρη ὀργάνωσις μία καὶ ἐγένετο δοξολογία ἐν τῷ ναῷ τοῦ Ἁγίου Γεωργίου. Μετὰ τὴν δοξολογίαν διεφράγη ἡ ἐπιτροπῆς τῶν ἐπιστρατῶν πρὸς τὸν 'Ἀνακτόρων ὅπου ἀνεκοίνωσεν τὴν ἀπόφασιν ὅλης καὶ ἐκεῖ ἐγένετο λόγος.	[569, 1067, 728, 1128]
main-b-p2: Ἐν τοσούτῳ ἡ ὑποχώρησις τῶν Ῥώσσων εἰς τὸν Καύκασον ὅπου ἀπεφασίσθησαν ὑπὸ τῶν Τούρκων φαίνεται ὅτι παράγεται εἰς τοὺς τελευταίους οὕτω τοὺς εὐκαιρίαν ν' ἀποστάσουν ὅλας τοὺς πρὸς τὴν Θράκην εἰς βοήθειαν τῶν Ἀβστριακῶν.	[583, 406, 750, 451]
list-item: ΠΑΝΕΛΛΗΝΙΟΝ.— «Ἀσυγκράτητοι καὶ ἑσπερινὴ «Ἡ Ἐπισύνταξις» καὶ «Ἀλεξάνδρα».	[44, 1140, 194, 1160]
advert-lottery-p2: Ἑκάστη ὁμολογία γεννήσεται τῇ ἡ Ἀὶ ἡρπτος 1 Λοτοὶ.	[223, 1213, 381, 1231]
main-c1p7: Τὰ κατωτέρω δημοσιευόμενα ἐπίσημα ἀνακοινωθέντα παρέχουν λεπτομερείας τῶν ἀγώνων τοῦτων εἰς τὰ διάφορα μέτωπα.	[403, 608, 571, 636]
main-germ-1: ΒΕΡΟΛΙΝΟΝ, 30 Ἰουλίου.— (Ἐπίσημον).— Δυτικὸν θέατρον.— Αἱ ἐπιθέσεις τῶν Ἄγγλων κατὰ τὰ Ποζιὲρ ἀπετύχανον. Νοτίως τοῦ Σὸμ, Ἄγγλοι λοχικὰ καὶ ἀπωλεσαι ἐπίσης ἀπολέσαντες μερικὰ μαχόμενα παρὰ τῷ χωρίῳ τοῦ ἀνέστησε Χὲμ μὲ πλεῖστας ἀπωλείας ἐναντίον.	[762, 351, 912, 413]
advert-lottery-amount: «50.000.000» (1912)	[246, 1173, 358, 1188]
section-pistis	[399, 993, 738, 1408]
main-ross-1: «Εἰς τοῦ Στοχὸδ ἐν τῇ περιοχὴ τοῦ Λουτσάστατεθῆς, παρὰ τὰ χωρίον Πιστέρα καὶ Λουχιανσκάδα, ἀπὸ τῆς πεδίνης Στοχόνταν καὶ ἀπὸ τοῦ Τσαρτορίσκ ἀπεχθήσαμεν ἀνεκδίδει μέρος.	[583, 559, 750, 594]
list-item: ΣΑΠΦΕΙΟΝ.— «Λήγουν ἡ διάσκεψις Παναγραμματέας Γλυκῶν Γκρατνῶ εἰς τὰ ἔξηρων ἀσκήσεως «πλατῶν ἄρθμα «Ἔκαστος μὲ τὴν τάξιν τους, πλάγια 2 Γεωργὰ ἔλευστικὰ τῶν σκημάτων.»	[44, 1219, 194, 1266]
main-gall-2: Ἐνωρίαι τοῦ Θάσου Σὲρ, κατελάβομεν ἐξήγησις δι' ἄντι καὶ δύο μικρὰ δάση. Ἠχμαλωτίσαμεν 150 ἄνδρας καὶ 4 μετρα.	[403, 714, 571, 741]
advert-naftikon-text: Ἀναχωρεῖ δι. Παρασκευὴν ἑκάστην Τετάρτην δ μ. μ. διὰ Χίον, Μυτιλήνην καὶ διὰ Σμύρνην 8 μ. μ. διὰ Χαλκίδα, Αἰ δηψὸν, Βόλον.	[223, 1085, 381, 1112]
col2-et2: Κύριοι,	[230, 521, 254, 531]
signature-1b: Παῦλος Παλαιολόγος	[122, 833, 194, 843]
main-col-d	[1111, 335, 1271, 585]
advert-lottery-p5: Πέντε ἀριθμοὶ κερδίζουν ἀνὰ 1.000 δραχ.	[230, 1253, 354, 1263]
col1-p2: Καὶ ἐπὶ τὸ μῆνον τὸ ὁποῖον ἡ Βενιζέλικὴ ἐφημερὶς βεβαιοῖ ὅτι προσωθὴ εἶνε ἡ φωνὴ «Κάτω! Κάτω» διὰ νὰ καθίσουν θυὶ, οἱ ἐγχείρησης θεατοὶ πάντων καὶ μὴ γένοιτο ἡ θέσιν τῆς σκανδαλώδους βέβαια οἱ μεῖναντες εἰς τὰς θέσεις τῶν θεατῶν.	[44, 273, 194, 326]
lower-col-e	[1291, 993, 1430, 1066]
advert-zografos-sub: ΝΑΥΤΙΚΟΣ ΠΡΑΚΤΩΡ ΠΕΙΡΑΙΩΣ	[243, 906, 361, 929]
main-ross-3: «Εἰς τὸν τομέα τοῦ Λίπα τὰ στρατεύματά μας διήλθον τὸν ποταμὸν καὶ ἐν τῇ συνεχείᾳ τῆς μάχης οἱ ἐχθροὶ ἐτράπησαν εἰς φυγὴν ἐπιδιωκόμενοι ὑπὸ τῶν ἀπευθυνομένων ἡμῶν.	[583, 624, 750, 660]
classified-enoikiazontai: ΕΝΟΙΚΙΖΟΝΤΑΙ Α) Ἡ ἄνω πάτωμα μεγάλης οἰκίας τῆς 'Ἀμπελοκήπων ἀνοικτὴ οἰκίαι Μάρκου, ἔχει σὺ γεφυρία τοῦ σταθμοῦ τῶν ἀλευτικῶν, ἀπεσταλμένον ἐκ ταυτόχρον μεγάλη δωματίων, ἀντικεῖσθαι καὶ τὰς Ξυστοδημίου, Β') Τρεῖς μικρὰ ἀπόστασιν, ἐκ τῆς ταυτοχὴ τῆς κλήσις εἰδικῆς, ἐκλέκτη ὁρᾷν ἐν μαγαζίων καὶ μεγάλη διοικητὸν ὑπὲρ λαμπερίων, μαγαζείν μέρος χάριν ὅλων καὶ 35 δρ. μηνιαίως καὶ ἀπὸ σὲ μῆνον. Πληροφορίαι: παρὰ τῷ ἰδιοκτήτη Κὐρ. Ἰωάν. Ι. Ἀγγειοτατίδῳ Σατορδάντος 4.	[223, 1311, 381, 1396]
lower-f-2: Συνήγορον τῶν κατηγορουμένων τὸν παρέστησαν οἱ κ.κ. Σιμόπουλος, Κ. Κανακάκης καὶ Μάρκος.	[1450, 1045, 1596, 1072]
advert-zografos-text: Τὸ Ἠλεκτρομηχάνημα ἀναλαμβάνει τὴν Περιβάλλουσαν Πληροφορίαν ἀναγκαιοτάτων Ἀτμοπλοϊκῶν Γραμμῶν διὰ τὴν ἐξυπηρέτησιν δ π. π. διὰ Χαλκίδα, Βόλον, Θεσσαλονίκην, Σμύρνην, Κων/πολιν, Ἀλεξάνδρειαν.	[223, 928, 381, 970]
alkyon-p1: «Ἐγνώσθη χθὲς τὴν νύκτα τηλεγραφικῶς εἰς τὸν Πειραιᾶ ὅτι ἐν Ἰσπανικῶν ἀτμόπλοιον ἀπεβίβασεν εἰς τὰ Ἀργοστόλιον 12 ναύτας, οἱ ὁποῖοι ἀνήκουν εἰς τὸ πλήρωμα τοῦ ἑλληνικοῦ ἀτμοπλοίου «Ἀλκυών» τὸ ὁποῖον ἐτορπιλλίσθη, ἀλγούντων ἀπὸ τοῦ Ἀτλαντικοῦ.	[754, 1043, 914, 1095]
col1-p11: σεσάτω ἀσφαλέστε τοῦ Τσοκρατζῶν ὁ «Παρχίος Ἀγγλίας μὲ ἐκμεταμπαζῶν τῶν φαίμενον εἰς τῶν ἐσθεσ' αὐτοῦ π. Γ'. Καὶ ἀπόδειξις. Ἡ δρᾶσις διαστελιαβδοντοι διὰ τὴν φορὰν σὺ, «Σωτῆρ Φωλέφω.»	[44, 841, 194, 886]
lower-col-d	[1111, 993, 1271, 1100]
main-romi-1: ΡΩΜΗ, 30 Ἰουλίου. (Ἐπίσημον).— Μεταξὺ τοῦ ἀρχιστρατήγου Λίνδεν-νιωρος.— Μεταξὺ Πλαυκλὲ καὶ Ζαλρενὰ ὡς καὶ μὲ τὰς ὑποστῆς γὴν βορειοανατολικῶς τοῦ Κριστίνι καὶ 13,000 στρατιώτας, παρουσιάζεται ἀπελθὼν τὰ ἀρκετὰ πεδία Κόπρια.	[1111, 456, 1271, 510]
col1-p10: «Ἀδράσις ὡς «Σωτῆρος», ὁ ἀπαγορεύω τῶν Συνταπακτῶν διέταξε μὴν ἀποθέτειν ηὗρε ἐβέλιντῶν κατὰ τοὺς δύο σὲ ἴδιους τῆς ἀγωγοημῆς τοῦ 1914, ἐνῷ τῆς ἀπογραφῆς τοῦ 19156 τοὺς μερικοὶ. Καὶ οὗτοι φύλαντος παρεξέγνων :	[44, 768, 194, 821]
heading-eis-ilian: ΕΙΣ ΤΗΝ ΗΛΕΙΑΝ	[437, 1068, 521, 1078]
kyn-p2: «Οἱ ἐπίστρατοι Κάστρου ἀποτιθέμενοι τῆς σήμερον συναχθέντες καὶ ἀναγνωρίζομεν ὅτι ἡ παραλαμβανόμενον καὶ ἐνὼ ξαρμο ἀνγράφεται, δι' οὗτοιον εἰς τὴν 'Ὑμετέραν Μεγαλειότητα τὴν εὐγνωμοσύνην διὰ τὰς εὐεργεσίας τῶν 'Ἰουλίου Βουλῆς.	[399, 1337, 559, 1388]
signature-1a: Μεθ' ὑπολήψεως	[137, 822, 194, 832]
editor-kicker: ΥΠΕΥΘΥΝΟΣ ΣΥΝΤΑΚΤΗΣ	[59, 96, 179, 106]
prokiryxis-signer-role: Ὁ πρόεδρος	[282, 368, 322, 378]
heading-epinikia: —ΤΑ ΝΕΑ ΕΠΙΝΙΚΕΙΑ	[51, 891, 132, 901]
list-item: 6. Πλαύτου οἱ Μέναιχμοι.	[223, 866, 303, 876]
prokiryxis-address: (Πληροφορίαι ὁδὸς Σοφοκλέους Ἀριθμὸς 15 10—12 π. μ.)	[224, 386, 380, 404]
heading-germanikon: ΓΕΡΜΑΝΙΚΟΝ ΑΝΑΚΟΙΝΩΘΕΝ	[764, 335, 910, 345]
lower-e-1: Εἰς τὸ μέτωπον τοῦ Στοχὸδ ὁ ἐχθρὸς ἐπανέλαβε χθὲς περὶ τὴν 4ην πρωινὴν ὥραν τὰς ἐπιθέσεις ἐναντίον τῶν Ῥώσσων.	[1291, 992, 1430, 1019]
heading-pithanon: ΠΙΘΑΝΟΝ Η "ΑΛΚΥΩΝ"	[816, 1017, 1031, 1036]
prokiryxis-signer: Σ. ΣΕΡΔΑΡΗΣ	[273, 376, 331, 387]
lower-f-1: «Ἐγνώσθη χθὲς τὴν νύκτα τηλεγραφικῶς εἰς τὸν Πειραιᾶ ὅτι ἐν Ἰσπανικῶν ἀτμόπλοιον ἀπεβίβασεν εἰς τὰ Ἀργοστόλιον 12 ναύτας, οἱ ὁποῖοι ἀνήκουν εἰς τὸ πλήρωμα τοῦ ἑλληνικοῦ ἀτμοπλοίου «Ἀλκυών» τὸ ὁποῖον ἐτορπιλλίσθη, ἀλγούντων ἀπὸ τοῦ Ἀτλαντικοῦ.	[1450, 992, 1596, 1044]
main-c1p5: Εἰς τὸ Δυτικὸν μέτωπον οἱ Ἄγγλοι πειραματζέτως εἰς ἐντυχεῖς ἐκμαλείας εὐχηρήσεως, αἵτινες ἀπέδωσαν ὑπὲρ τῶν Ἄγγλων καὶ Ἄγγλων τοῦ τομέως Σὸμ, κατορθοῦντες νὰ προελάσουν εἰς τὸν Ποζιέρ.	[403, 535, 571, 571]
alkyon-p4: «Ἐγνώσθη χθὲς τὴν νύκτα τηλεγραφικῶς εἰς τὸν Πειραιᾶ ὅτι ἐν Ἰσπανικῶν ἀτμόπλοιον ἀπεβίβασεν εἰς τὰ Ἀργοστόλιον 12 ναύτας, οἱ ὁποῖοι ἀνήκουν εἰς τὸ πλήρωμα τοῦ ἑλληνικοῦ ἀτμοπλοίου «Ἀλκυών» τὸ ὁποῖον ἐτορπιλλίσθη, ἀλγούντων ἀπὸ τοῦ Ἀτλαντικοῦ.	[924, 1087, 1083, 1140]
alkyon-p3: «Ἐπειδὴ δὲ ἡ ὕπαρξις «Ἀλκυών» ἐσήμανε τὴν πλήρη ἀπώλειαν τῆς γραμμῆς, διὰ τῶν ἀποσταλέντων 6 ἀνδρῶν εἰς τὴν ἀτμοπλοΐαν Ἰωνίου Μόρφολων, ἐξεβίβασεν ὅτι ἀποστέλλονται ἀπὸ τὰς ἀκτὰς τὰς πληροφορίας ταύτας διὰ τοῦ Ἡπειρώτου.	[924, 1043, 1083, 1087]
col1-intro: Ἡ διαταχθεῖσα ὑπὸ τῆς διοικητικῆς ἀρχῆς προφυλάκισις τῶν συλληφθέντων μαγειρομάγειρων δραστῶν τῶν αἱματηρῶν σκηνῶν τοῦ «Πανελληνίου» ἔδωκεν ἀφορμὴν εἰς τὸν Χιουμόρ, λιγώτερον δίδει τὴν καλλιτέραν ἀπάντησιν εἰς τὰ φαιδρολογήματα μιᾶς ἑσπερινῆς βενιζελικῆς ἐφημερίδος, ἡ ὁποία ἀπὸ τύπων σοβαρότητος ζητεῖ ἀπὸ τοῦ ὀλίγου 'Ἀγγλικοῦ ζησίμου ἀνέγραφεν ὅτι ἔνα τουτοῖς συνηρτεῖτο τὸ ὑπὸ ἀληθῶς ἐντίμων αἰτιατιῶν καὶ αἰτιολόγων μαρτύρων κατατεθὲν ὅτι οἱ κεφαλόθρησκοι τοῦ «Πανελληνίου» ἐξήλθοντες τὰ γε τὴν κρατοῦν σθένη ὁ Βασιλέως.	[44, 152, 194, 272]
prof-p4: Χθὲς τὴν πρωΐαν ἀνέκυψε τὴν ἀνάκρισιν εἰς τῶν Πειραιᾶ ὅτι ἐν ἱστορικῶν ἀτμόπλοιον ἀπεβίβασεν εἰς τὸ Ἀργοστόλιον καὶ ὁ ἀνακριτὴς τοῦ ἐν τοῖς περιστατικοῖς μετὰ τοὺς ἐκτεταμένοις ἐκτέλεσεν τῶν ἀποφάσεων προεισκόμισε τῆς 48ώρου προθεσμίας τῶν κατηγορουμένων.	[924, 1220, 1083, 1273]
advert-lottery-title: ΛΑΚΕΙΟΦΟΡΟΙ ΟΜΟΛΟΓΙΑΙ	[254, 1123, 350, 1153]
